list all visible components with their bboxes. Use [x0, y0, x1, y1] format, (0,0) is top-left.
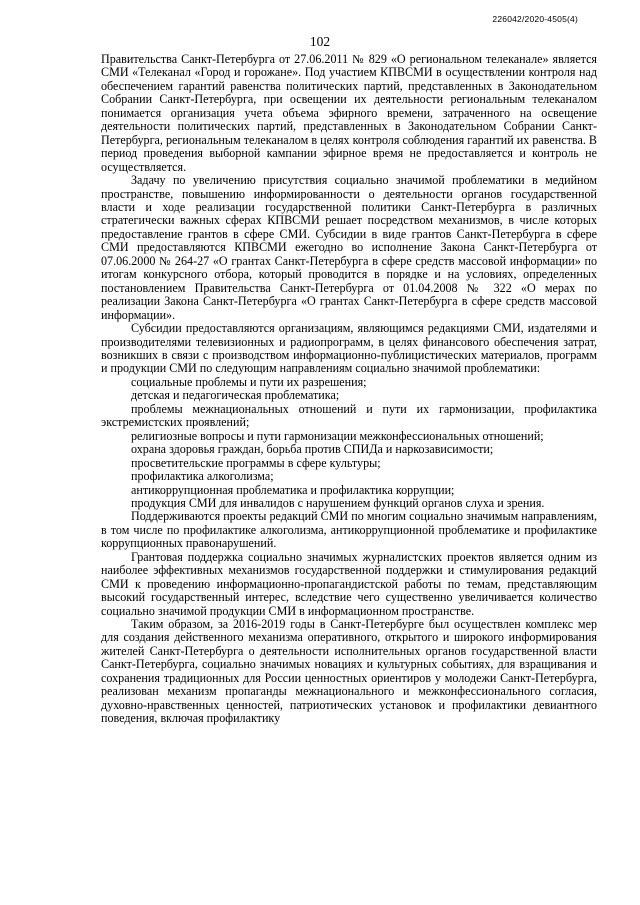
list-item: профилактика алкоголизма;: [131, 469, 274, 484]
list-item: продукция СМИ для инвалидов с нарушением функций органов слуха и зрения.: [131, 495, 545, 510]
list-item: социальные проблемы и пути их разрешения;: [131, 374, 367, 389]
list-item: охрана здоровья граждан, борьба против СПИДа и наркозависимости;: [131, 442, 494, 457]
list-item: просветительские программы в сфере культуры;: [131, 455, 381, 470]
list-item: религиозные вопросы и пути гармонизации межконфессиональных отношений;: [131, 428, 544, 443]
page-number: 102: [309, 34, 331, 49]
document-body: [101, 53, 597, 726]
document-id: 226042/2020-4505(4): [492, 14, 578, 24]
list-item: проблемы межнациональных отношений и пути их гармонизации, профилактика экстремистских проявлений;: [101, 401, 597, 430]
paragraph-5: Грантовая поддержка социально значимых журналистских проектов является одним из наиболее эффективных механизмов государственной поддержки и стимулирования редакций СМИ к проведению информационно-пропагандистской работы по темам, представляющим высокий государственный интерес, вследствие чего существенно увеличивается количество социально значимой продукции СМИ в информационном пространстве.: [101, 549, 597, 618]
paragraph-6: Таким образом, за 2016-2019 годы в Санкт-Петербурге был осуществлен комплекс мер для создания действенного механизма оперативного, открытого и широкого информирования жителей Санкт-Петербурга о деятельности исполнительных органов государственной власти Санкт-Петербурга, социально значимых новациях и культурных событиях, для взращивания и сохранения традиционных для России ценностных ориентиров у молодежи Санкт-Петербурга, реализован механизм пропаганды межнационального и межконфессионального согласия, духовно-нравственных ценностей, патриотических установок и профилактики девиантного поведения, включая профилактику: [101, 617, 597, 726]
paragraph-1: Правительства Санкт-Петербурга от 27.06.2011 № 829 «О региональном телеканале» является СМИ «Телеканал «Город и горожане». Под участием КПВСМИ в осуществлении контроля над обеспечением гарантий равенства политических партий, представленных в Законодательном Собрании Санкт-Петербурга, при освещении их деятельности региональным телеканалом понимается организация учета объема эфирного времени, затраченного на освещение деятельности политических партий, представленных в Законодательном Собрании Санкт-Петербурга, региональным телеканалом в целях контроля соблюдения гарантий их равенства. В период проведения выборной кампании эфирное время не предоставляется и контроль не осуществляется.: [101, 52, 597, 174]
list-item: детская и педагогическая проблематика;: [131, 388, 340, 403]
paragraph-4: Поддерживаются проекты редакций СМИ по многим социально значимым направлениям, в том числе по профилактике алкоголизма, антикоррупционной проблематике и профилактике коррупционных правонарушений.: [101, 509, 597, 551]
list-item: антикоррупционная проблематика и профилактика коррупции;: [131, 482, 455, 497]
paragraph-2: Задачу по увеличению присутствия социально значимой проблематики в медийном пространстве, повышению информированности о деятельности органов государственной власти и ходе реализации государственной политики Санкт-Петербурга в различных стратегически важных сферах КПВСМИ решает посредством механизмов, в числе которых предоставление грантов в сфере СМИ. Субсидии в виде грантов Санкт-Петербурга в сфере СМИ предоставляются КПВСМИ ежегодно во исполнение Закона Санкт-Петербурга от 07.06.2000 № 264-27 «О грантах Санкт-Петербурга в сфере средств массовой информации» по итогам конкурсного отбора, который проводится в порядке и на условиях, определенных постановлением Правительства Санкт-Петербурга от 01.04.2008 № 322 «О мерах по реализации Закона Санкт-Петербурга «О грантах Санкт-Петербурга в сфере средств массовой информации».: [101, 173, 597, 322]
paragraph-3: Субсидии предоставляются организациям, являющимся редакциями СМИ, издателями и производителями телевизионных и радиопрограмм, в целях финансового обеспечения затрат, возникших в связи с производством информационно-публицистических материалов, программ и продукции СМИ по следующим направлениям социально значимой проблематики:: [101, 321, 597, 376]
